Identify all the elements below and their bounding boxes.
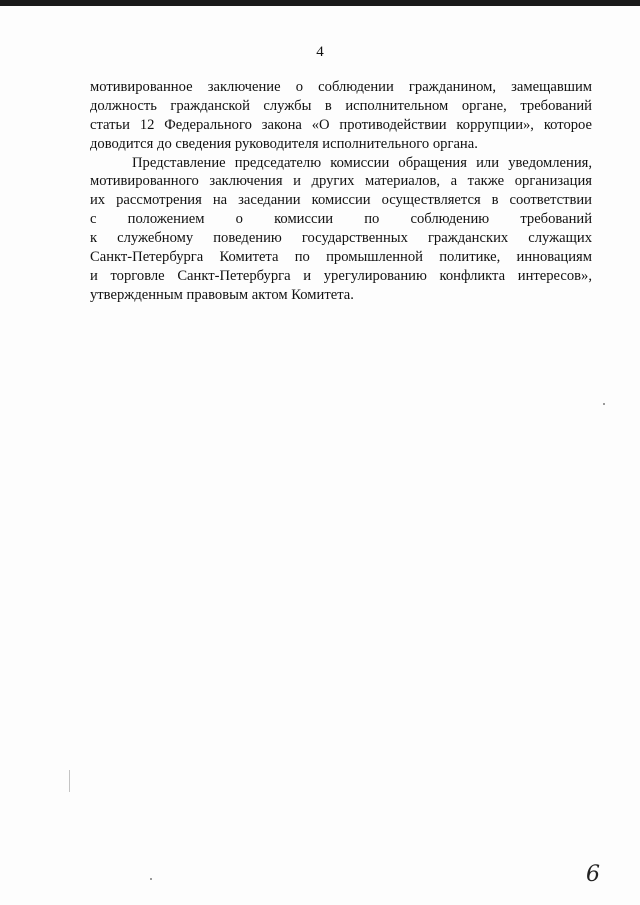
text-line: Санкт-Петербурга Комитета по промышленной политике, инновациям — [90, 249, 592, 266]
scan-speck — [150, 878, 152, 880]
paragraph-1 — [90, 78, 592, 154]
text-line: Представление председателю комиссии обращения или уведомления, — [132, 154, 592, 171]
text-line: утвержденным правовым актом Комитета. — [90, 286, 354, 303]
text-line: статьи 12 Федерального закона «О противодействии коррупции», которое — [90, 116, 592, 133]
scan-top-edge — [0, 0, 640, 6]
paragraph-2 — [90, 154, 592, 305]
scan-speck — [69, 770, 70, 792]
text-line: их рассмотрения на заседании комиссии осуществляется в соответствии — [90, 192, 592, 209]
scan-speck — [603, 403, 605, 405]
handwritten-page-mark: 6 — [586, 862, 600, 887]
text-line: доводится до сведения руководителя исполнительного органа. — [90, 135, 478, 152]
text-line: мотивированное заключение о соблюдении гражданином, замещавшим — [90, 79, 592, 95]
text-line: мотивированного заключения и других материалов, а также организация — [90, 173, 592, 190]
document-body — [90, 78, 592, 305]
text-line: и торговле Санкт-Петербурга и урегулированию конфликта интересов», — [90, 267, 592, 284]
text-line: должность гражданской службы в исполнительном органе, требований — [90, 97, 592, 114]
text-line: с положением о комиссии по соблюдению требований — [90, 211, 592, 228]
text-line: к служебному поведению государственных гражданских служащих — [90, 230, 592, 247]
page-number: 4 — [316, 44, 324, 60]
